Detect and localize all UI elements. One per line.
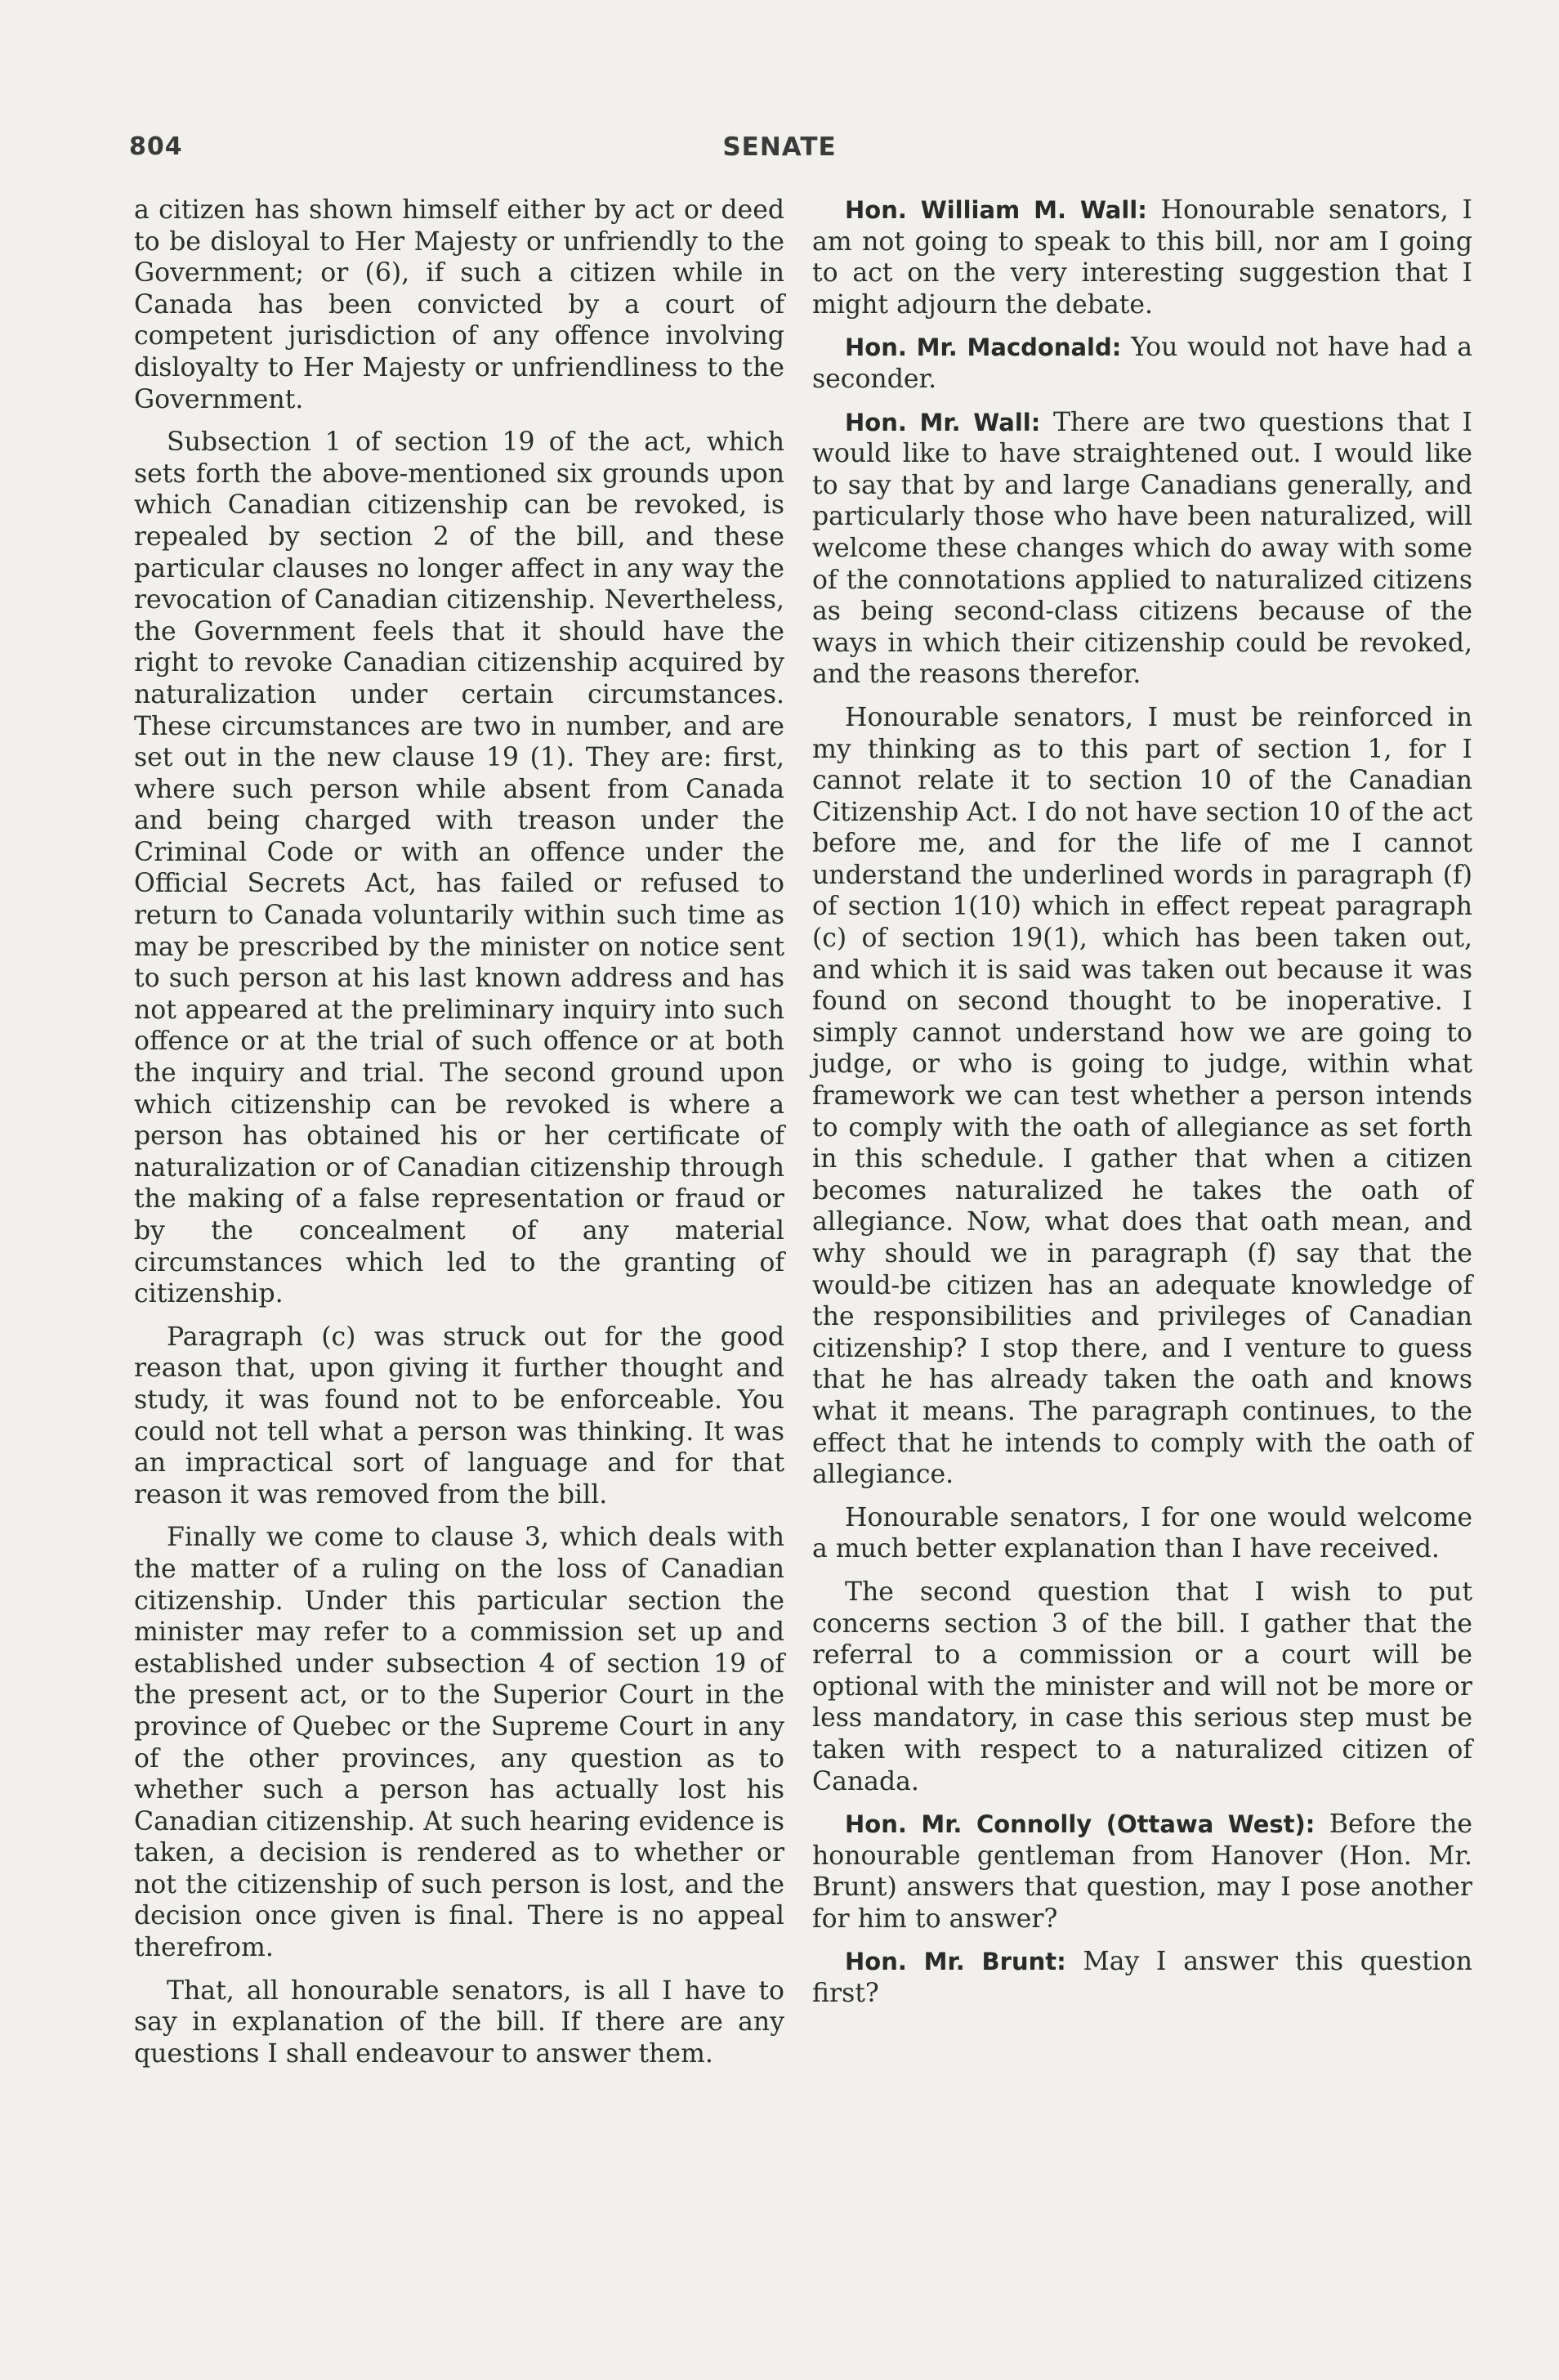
paragraph: The second question that I wish to put concerns section 3 of the bill. I gather that the referral to a commission or a court will be optional with the minister and will not be more or less mandatory, in case this serious step must be taken with respect to a naturalized citizen of Canada. — [812, 1577, 1472, 1796]
speech — [812, 1809, 1472, 1935]
running-title: SENATE — [722, 132, 837, 162]
speech — [812, 407, 1472, 691]
speech — [812, 195, 1472, 320]
speaker-name: Hon. William M. Wall: — [845, 196, 1147, 224]
speech — [812, 332, 1472, 395]
paragraph: Honourable senators, I must be reinforced in my thinking as to this part of section 1, for I cannot relate it to section 10 of the Canadian Citizenship Act. I do not have section 10 of the act before me, and for the life of me I cannot understand the underlined words in paragraph (f) of section 1(10) which in effect repeat paragraph (c) of section 19(1), which has been taken out, and which it is said was taken out because it was found on second thought to be inoperative. I simply cannot understand how we are going to judge, or who is going to judge, within what framework we can test whether a person intends to comply with the oath of allegiance as set forth in this schedule. I gather that when a citizen becomes naturalized he takes the oath of allegiance. Now, what does that oath mean, and why should we in paragraph (f) say that the would-be citizen has an adequate knowledge of the responsibilities and privileges of Canadian citizenship? I stop there, and I venture to guess that he has already taken the oath and knows what it means. The paragraph continues, to the effect that he intends to comply with the oath of allegiance. — [812, 702, 1472, 1490]
page-number: 804 — [129, 132, 183, 161]
speech-text: There are two questions that I would like to have straightened out. I would like to say that by and large Canadians generally, and particularly those who have been naturalized, will welcome these changes which do away with some of the connotations applied to naturalized citizens as being second-class citizens because of the ways in which their citizenship could be revoked, and the reasons therefor. — [812, 407, 1472, 690]
speech-text: Honourable senators, I am not going to speak to this bill, nor am I going to act on the very interesting suggestion that I might adjourn the debate. — [812, 195, 1472, 320]
paragraph: Subsection 1 of section 19 of the act, which sets forth the above-mentioned six grounds upon which Canadian citizenship can be revoked, is repealed by section 2 of the bill, and these particular clauses no longer affect in any way the revocation of Canadian citizenship. Nevertheless, the Government feels that it should have the right to revoke Canadian citizenship acquired by naturalization under certain circumstances. These circumstances are two in number, and are set out in the new clause 19 (1). They are: first, where such person while absent from Canada and being charged with treason under the Criminal Code or with an offence under the Official Secrets Act, has failed or refused to return to Canada voluntarily within such time as may be prescribed by the minister on notice sent to such person at his last known address and has not appeared at the preliminary inquiry into such offence or at the trial of such offence or at both the inquiry and trial. The second ground upon which citizenship can be revoked is where a person has obtained his or her certificate of naturalization or of Canadian citizenship through the making of a false representation or fraud or by the concealment of any material circumstances which led to the granting of citizenship. — [134, 427, 784, 1309]
speaker-name: Hon. Mr. Macdonald: — [845, 333, 1122, 362]
speech-text: Before the honourable gentleman from Hanover (Hon. Mr. Brunt) answers that question, may I pose another for him to answer? — [812, 1810, 1472, 1934]
paragraph: That, all honourable senators, is all I have to say in explanation of the bill. If there are any questions I shall endeavour to answer them. — [134, 1975, 784, 2069]
right-column — [812, 195, 1472, 2021]
speech-text: May I answer this question first? — [812, 1947, 1473, 2009]
paragraph: Honourable senators, I for one would welcome a much better explanation than I have received. — [812, 1502, 1472, 1564]
paragraph: a citizen has shown himself either by act or deed to be disloyal to Her Majesty or unfriendly to the Government; or (6), if such a citizen while in Canada has been convicted by a court of competent jurisdiction of any offence involving disloyalty to Her Majesty or unfriendliness to the Government. — [134, 195, 784, 414]
left-column — [134, 195, 784, 2081]
speaker-name: Hon. Mr. Wall: — [845, 408, 1041, 436]
speech-text: You would not have had a seconder. — [812, 333, 1472, 394]
paragraph: Paragraph (c) was struck out for the good reason that, upon giving it further thought and study, it was found not to be enforceable. You could not tell what a person was thinking. It was an impractical sort of language and for that reason it was removed from the bill. — [134, 1322, 784, 1510]
speaker-name: Hon. Mr. Brunt: — [845, 1948, 1066, 1976]
speech — [812, 1946, 1472, 2009]
paragraph: Finally we come to clause 3, which deals with the matter of a ruling on the loss of Canadian citizenship. Under this particular section the minister may refer to a commission set up and established under subsection 4 of section 19 of the present act, or to the Superior Court in the province of Quebec or the Supreme Court in any of the other provinces, any question as to whether such a person has actually lost his Canadian citizenship. At such hearing evidence is taken, a decision is rendered as to whether or not the citizenship of such person is lost, and the decision once given is final. There is no appeal therefrom. — [134, 1523, 784, 1963]
speaker-name: Hon. Mr. Connolly (Ottawa West): — [845, 1810, 1316, 1839]
